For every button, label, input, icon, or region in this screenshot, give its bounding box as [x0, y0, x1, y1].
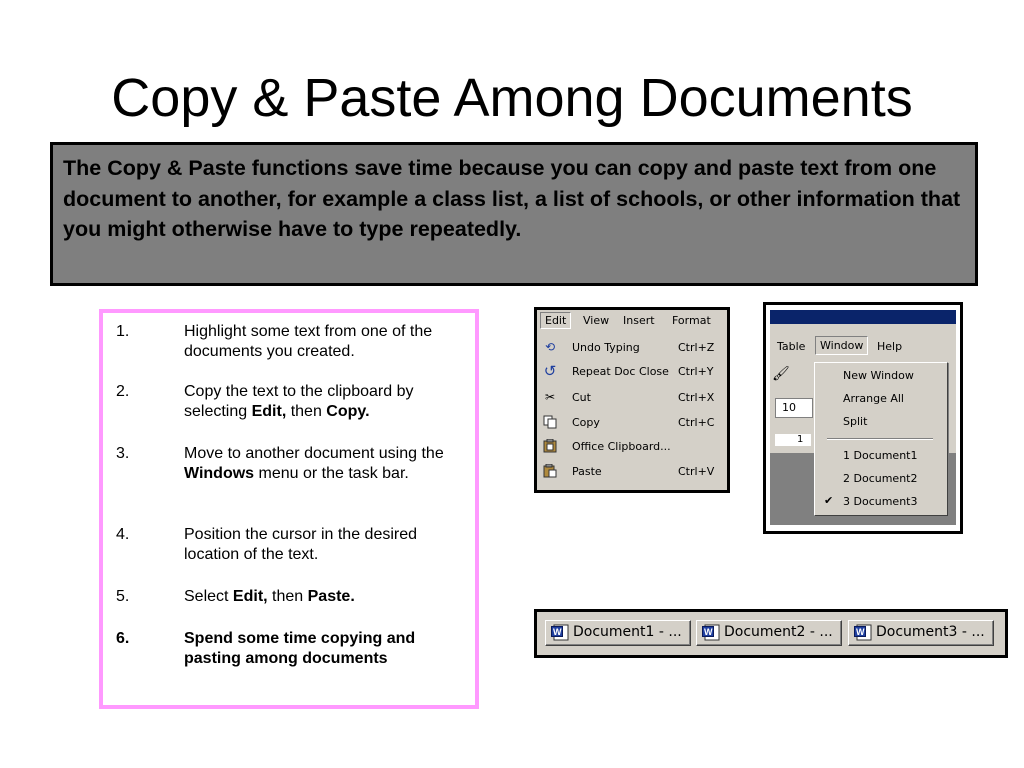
taskbar-button-label: Document2 - ... [724, 624, 833, 640]
menu-item-label: New Window [843, 369, 914, 382]
menu-item-paste[interactable] [537, 460, 725, 484]
menu-item-label: Office Clipboard... [572, 440, 671, 453]
menu-view[interactable]: View [583, 314, 610, 327]
menu-item-shortcut: Ctrl+X [678, 391, 715, 404]
slide-title: Copy & Paste Among Documents [111, 68, 913, 128]
menu-separator [827, 438, 933, 440]
menu-item-label: Copy [572, 416, 600, 429]
menu-item-cut[interactable] [537, 386, 725, 410]
paste-icon [543, 464, 557, 478]
taskbar-button-label: Document1 - ... [573, 624, 682, 640]
check-icon: ✔ [824, 494, 834, 507]
menu-edit[interactable]: Edit [540, 312, 571, 329]
step-text: Move to another document using the Windows menu or the task bar. [184, 445, 444, 482]
menu-item-copy[interactable] [537, 411, 725, 435]
menu-format[interactable]: Format [672, 314, 711, 327]
window-dropdown [814, 362, 948, 516]
repeat-icon: ↺ [543, 362, 557, 380]
menu-item-split[interactable] [815, 411, 947, 433]
svg-text:W: W [553, 627, 562, 637]
step-text: Position the cursor in the desired location of the text. [184, 526, 418, 563]
taskbar-button-document2[interactable] [696, 620, 842, 646]
step-text: Spend some time copying and pasting among documents [184, 630, 416, 667]
menu-item-document3[interactable] [815, 491, 947, 513]
menu-help[interactable]: Help [877, 340, 903, 353]
step-number: 5. [116, 588, 130, 605]
step-text: Highlight some text from one of the documents you created. [184, 323, 433, 360]
ruler-mark: 1 [797, 434, 804, 445]
step-number: 1. [116, 323, 130, 340]
menu-item-label: Arrange All [843, 392, 904, 405]
step-text: Select Edit, then Paste. [184, 588, 355, 605]
window-menu-frame [770, 310, 956, 525]
step-number: 3. [116, 445, 130, 462]
menu-bar [537, 310, 727, 332]
step-number: 6. [116, 630, 130, 647]
ruler [775, 434, 811, 446]
menu-item-shortcut: Ctrl+V [678, 465, 715, 478]
taskbar-button-document1[interactable] [545, 620, 691, 646]
word-icon [854, 624, 872, 641]
intro-box: The Copy & Paste functions save time because you can copy and paste text from one document to another, for example a class list, a list of schools, or other information that you might otherwise have to type repeatedly. [50, 142, 978, 286]
menu-item-undo[interactable] [537, 336, 725, 360]
svg-text:W: W [856, 627, 865, 637]
format-painter-icon[interactable]: 🖌 [772, 366, 790, 382]
menu-item-office-clipboard[interactable] [537, 435, 725, 459]
step-number: 2. [116, 383, 130, 400]
scissors-icon: ✂ [544, 390, 556, 404]
step-text: Copy the text to the clipboard by selecting Edit, then Copy. [184, 383, 414, 420]
menu-item-repeat[interactable] [537, 360, 725, 384]
menu-item-document2[interactable] [815, 468, 947, 490]
menu-table[interactable]: Table [777, 340, 806, 353]
copy-icon [543, 415, 557, 429]
menu-item-shortcut: Ctrl+C [678, 416, 715, 429]
word-icon [551, 624, 569, 641]
menu-insert[interactable]: Insert [623, 314, 655, 327]
step-number: 4. [116, 526, 130, 543]
menu-window[interactable]: Window [815, 336, 868, 355]
menu-item-new-window[interactable] [815, 365, 947, 387]
menu-item-document1[interactable] [815, 445, 947, 467]
undo-icon: ⟲ [544, 340, 556, 354]
menu-item-arrange-all[interactable] [815, 388, 947, 410]
taskbar-screenshot [534, 609, 1008, 658]
toolbar-right [948, 362, 956, 452]
word-icon [702, 624, 720, 641]
menu-item-shortcut: Ctrl+Y [678, 365, 714, 378]
steps-box [99, 309, 479, 709]
menu-item-label: 3 Document3 [843, 495, 918, 508]
menu-item-label: Undo Typing [572, 341, 640, 354]
svg-text:W: W [704, 627, 713, 637]
menu-item-label: 2 Document2 [843, 472, 918, 485]
font-size-field[interactable] [775, 398, 813, 418]
taskbar-button-document3[interactable] [848, 620, 994, 646]
menu-item-label: Repeat Doc Close [572, 365, 669, 378]
edit-dropdown [537, 334, 725, 487]
menu-item-label: 1 Document1 [843, 449, 918, 462]
menu-item-label: Split [843, 415, 868, 428]
menu-item-label: Paste [572, 465, 602, 478]
title-bar [770, 310, 956, 324]
window-menu-screenshot [763, 302, 963, 534]
edit-menu-screenshot [534, 307, 730, 493]
font-size-value: 10 [782, 401, 796, 414]
clipboard-icon [543, 439, 557, 453]
menu-item-shortcut: Ctrl+Z [678, 341, 715, 354]
taskbar-button-label: Document3 - ... [876, 624, 985, 640]
menu-item-label: Cut [572, 391, 591, 404]
